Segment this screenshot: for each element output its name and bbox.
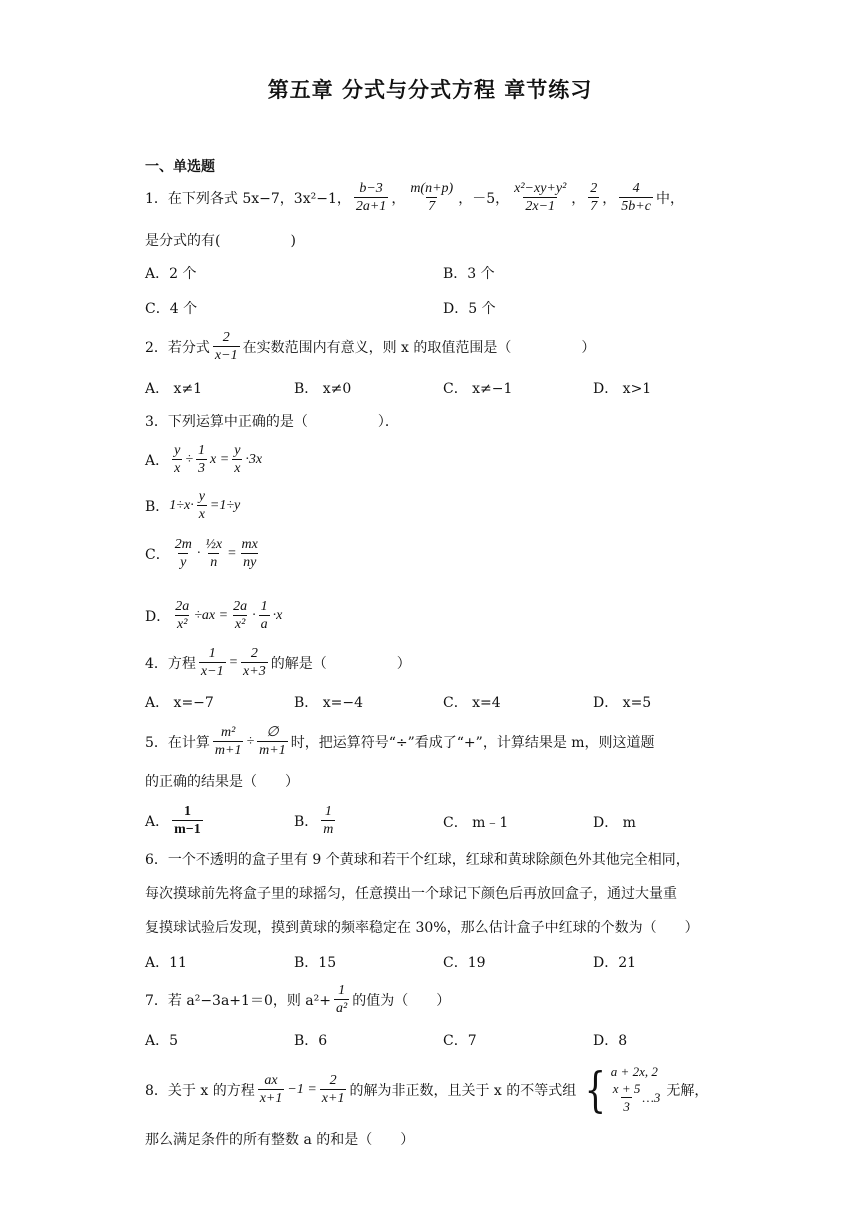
option-c: C． $\frac{2m}{y}$ · $\frac{\text{½x}}{n}$ = $\frac{mx}{ny}$ bbox=[145, 537, 258, 570]
option-a: A． $\frac{y}{x}$ ÷ $\frac{1}{3}$ x = $\frac{y}{x}$ ·3x bbox=[145, 443, 263, 476]
option-d: D． m bbox=[593, 815, 636, 831]
inequality-system: { a + 2x, 2 $\frac{x + 5}{3}$ …3 bbox=[584, 1061, 661, 1118]
option-a: A． $\frac{1}{m-1}$ bbox=[145, 804, 201, 837]
option-b: B．3 个 bbox=[443, 266, 495, 282]
question-6-line2: 每次摸球前先将盒子里的球摇匀，任意摸出一个球记下颜色后再放回盒子，通过大量重 bbox=[145, 886, 677, 902]
question-6-line3: 复摸球试验后发现，摸到黄球的频率稳定在 30%，那么估计盒子中红球的个数为（ ） bbox=[145, 920, 699, 936]
option-c: C． x=4 bbox=[443, 695, 501, 711]
question-4: 4．方程 $\frac{1}{x-1}$ = $\frac{2}{x+3}$ 的解是（ ） bbox=[145, 646, 411, 679]
option-a: A．5 bbox=[145, 1033, 179, 1049]
page-title: 第五章 分式与分式方程 章节练习 bbox=[267, 77, 593, 102]
option-c: C．7 bbox=[443, 1033, 477, 1049]
fraction: $\frac{4}{5b+c}$ bbox=[621, 181, 651, 214]
option-c: C．19 bbox=[443, 955, 486, 971]
fraction: $\frac{2}{x-1}$ bbox=[214, 330, 238, 363]
option-b: B． x=−4 bbox=[294, 695, 364, 711]
question-3: 3．下列运算中正确的是（ ）． bbox=[145, 414, 399, 430]
question-1-line2: 是分式的有( ) bbox=[145, 233, 296, 249]
option-d: D．5 个 bbox=[443, 301, 496, 317]
option-b: B．15 bbox=[294, 955, 337, 971]
option-a: A． x≠1 bbox=[145, 381, 203, 397]
question-8: 8．关于 x 的方程 $\frac{ax}{x+1}$ −1 = $\frac{2}{x+1}$ 的解为非正数，且关于 x 的不等式组 { a + 2x, 2 $\frac{x + 5}{3}$ …3 无解， bbox=[145, 1061, 709, 1118]
option-d: D． $\frac{2a}{\text{x²}}$ ÷ax = $\frac{2a}{\text{x²}}$ · $\frac{1}{a}$ ·x bbox=[145, 599, 283, 632]
question-5: 5．在计算 $\frac{\text{m²}}{m+1}$ ÷ $\frac{\emptyset}{m+1}$ 时，把运算符号“÷”看成了“+”，计算结果是 m，则这道题 bbox=[145, 725, 655, 758]
option-a: A． x=−7 bbox=[145, 695, 214, 711]
fraction: $\frac{2}{7}$ bbox=[590, 181, 598, 214]
question-8-line2: 那么满足条件的所有整数 a 的和是（ ） bbox=[145, 1132, 415, 1148]
option-d: D． x=5 bbox=[593, 695, 652, 711]
question-5-line2: 的正确的结果是（ ） bbox=[145, 774, 299, 790]
fraction: $\frac{\text{x²−xy+y²}}{2x-1}$ bbox=[514, 181, 567, 214]
option-a: A．11 bbox=[145, 955, 187, 971]
option-b: B． 1÷x· $\frac{y}{x}$ =1÷y bbox=[145, 489, 241, 522]
section-heading: 一、单选题 bbox=[145, 159, 215, 175]
question-1: 1．在下列各式 5x−7，3x²−1， $\frac{b-3}{2a+1}$ ， $\frac{m(n+p)}{7}$ ，－5， $\frac{\text{x²−xy+y²}}{2x-1}$ ， $\frac{2}{7}$ ， $\frac{4}{5b+c}$ 中， bbox=[145, 181, 684, 214]
option-b: B．6 bbox=[294, 1033, 328, 1049]
question-7: 7．若 a²−3a+1＝0，则 a²+ $\frac{1}{\text{a²}}$ 的值为（ ） bbox=[145, 983, 451, 1016]
fraction: $\frac{b-3}{2a+1}$ bbox=[355, 181, 387, 214]
option-d: D． x>1 bbox=[593, 381, 652, 397]
option-b: B． $\frac{1}{m}$ bbox=[294, 804, 334, 837]
option-d: D．8 bbox=[593, 1033, 628, 1049]
option-c: C． m﹣1 bbox=[443, 815, 509, 831]
fraction: $\frac{m(n+p)}{7}$ bbox=[410, 181, 454, 214]
option-c: C．4 个 bbox=[145, 301, 198, 317]
option-d: D．21 bbox=[593, 955, 637, 971]
question-6-line1: 6．一个不透明的盒子里有 9 个黄球和若干个红球，红球和黄球除颜色外其他完全相同， bbox=[145, 852, 690, 868]
question-2: 2．若分式 $\frac{2}{x-1}$ 在实数范围内有意义，则 x 的取值范围是（ ） bbox=[145, 330, 596, 363]
option-c: C． x≠−1 bbox=[443, 381, 513, 397]
option-a: A．2 个 bbox=[145, 266, 197, 282]
option-b: B． x≠0 bbox=[294, 381, 352, 397]
